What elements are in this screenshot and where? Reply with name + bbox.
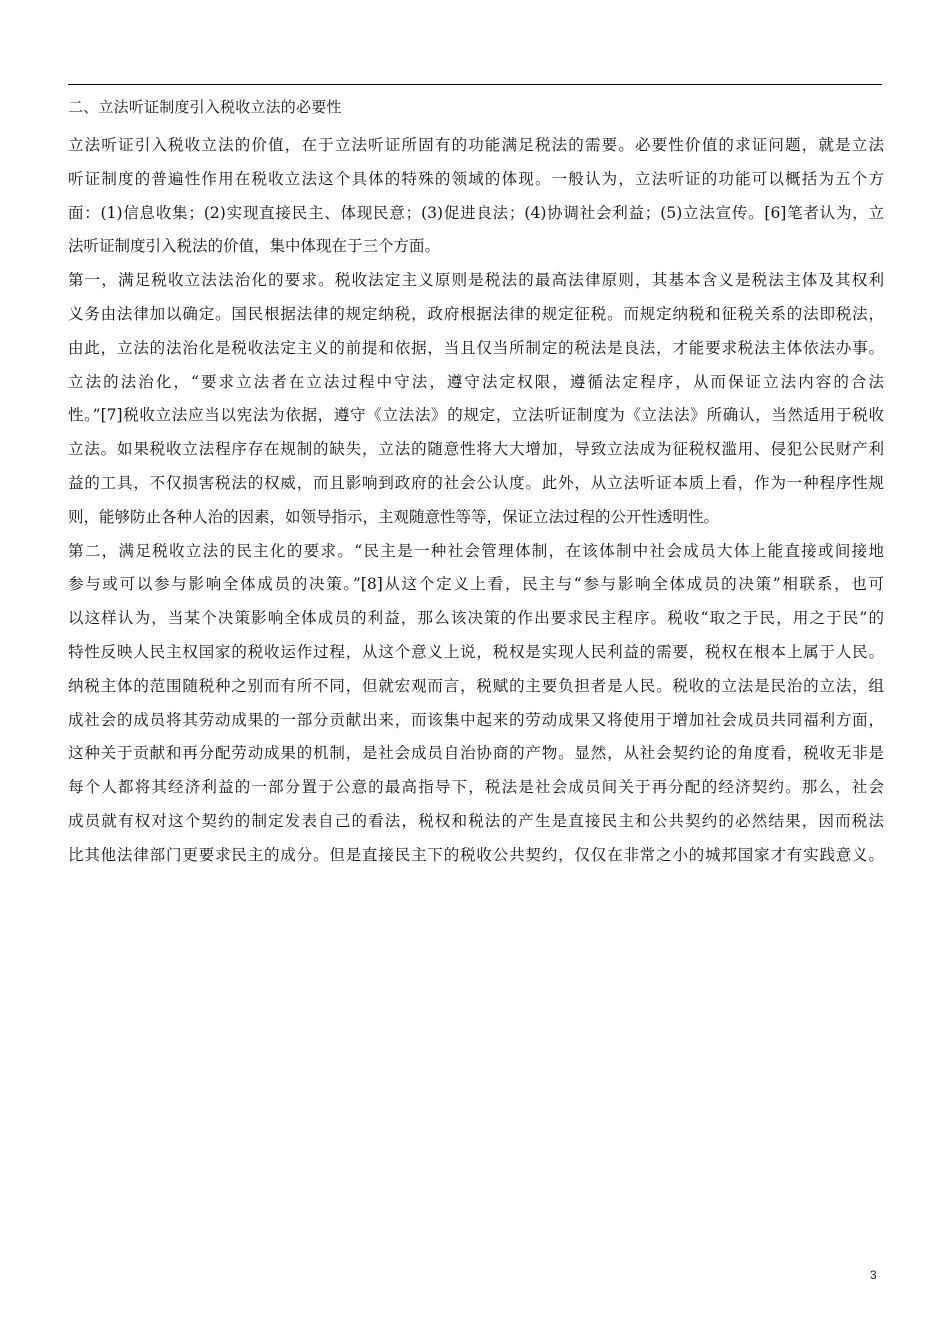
text-line: 比其他法律部门更要求民主的成分。但是直接民主下的税收公共契约，仅仅在非常之小的城邦国家才有实践意义。 xyxy=(68,845,884,864)
text-line: 立法的法治化，“要求立法者在立法过程中守法，遵守法定权限，遵循法定程序，从而保证立法内容的合法 xyxy=(68,372,884,391)
text-line: 特性反映人民主权国家的税收运作过程，从这个意义上说，税权是实现人民利益的需要，税权在根本上属于人民。 xyxy=(68,642,884,661)
paragraph-1 xyxy=(68,129,884,264)
text-line: 纳税主体的范围随税种之别而有所不同，但就宏观而言，税赋的主要负担者是人民。税收的立法是民治的立法，组 xyxy=(68,676,884,695)
text-line: 立法听证引入税收立法的价值，在于立法听证所固有的功能满足税法的需要。必要性价值的求证问题，就是立法 xyxy=(68,136,884,154)
text-line: 听证制度的普遍性作用在税收立法这个具体的特殊的领域的体现。一般认为，立法听证的功能可以概括为五个方 xyxy=(68,169,884,188)
text-line: 义务由法律加以确定。国民根据法律的规定纳税，政府根据法律的规定征税。而规定纳税和征税关系的法即税法， xyxy=(68,304,884,323)
text-line: 成员就有权对这个契约的制定发表自己的看法，税权和税法的产生是直接民主和公共契约的必然结果，因而税法 xyxy=(68,811,884,830)
paragraph-2 xyxy=(68,264,884,534)
text-line: 这种关于贡献和再分配劳动成果的机制，是社会成员自治协商的产物。显然，从社会契约论的角度看，税收无非是 xyxy=(68,744,884,763)
paragraph-3 xyxy=(68,535,884,873)
text-line: 每个人都将其经济利益的一部分置于公意的最高指导下，税法是社会成员间关于再分配的经济契约。那么，社会 xyxy=(68,778,884,797)
text-line: 则，能够防止各种人治的因素，如领导指示，主观随意性等等，保证立法过程的公开性透明性。 xyxy=(68,507,720,526)
section-heading: 二、立法听证制度引入税收立法的必要性 xyxy=(68,98,342,116)
text-line: 由此，立法的法治化是税收法定主义的前提和依据，当且仅当所制定的税法是良法，才能要求税法主体依法办事。 xyxy=(68,338,884,357)
page-number: 3 xyxy=(870,1268,877,1282)
text-line: 性。”[7]税收立法应当以宪法为依据，遵守《立法法》的规定，立法听证制度为《立法法》所确认，当然适用于税收 xyxy=(68,406,884,425)
text-line: 第一，满足税收立法法治化的要求。税收法定主义原则是税法的最高法律原则，其基本含义是税法主体及其权利 xyxy=(68,271,884,290)
text-line: 益的工具，不仅损害税法的权威，而且影响到政府的社会公认度。此外，从立法听证本质上看，作为一种程序性规 xyxy=(68,473,884,492)
text-line: 第二，满足税收立法的民主化的要求。“民主是一种社会管理体制，在该体制中社会成员大体上能直接或间接地 xyxy=(68,541,884,560)
text-line: 以这样认为，当某个决策影响全体成员的利益，那么该决策的作出要求民主程序。税收“取之于民，用之于民”的 xyxy=(68,609,884,628)
text-line: 参与或可以参与影响全体成员的决策。”[8]从这个定义上看，民主与“参与影响全体成员的决策”相联系，也可 xyxy=(68,575,884,594)
text-line: 面：(1)信息收集；(2)实现直接民主、体现民意；(3)促进良法；(4)协调社会利益；(5)立法宣传。[6]笔者认为，立 xyxy=(68,203,884,222)
text-line: 立法。如果税收立法程序存在规制的缺失，立法的随意性将大大增加，导致立法成为征税权滥用、侵犯公民财产利 xyxy=(68,440,884,459)
document-body xyxy=(68,92,884,873)
text-line: 法听证制度引入税法的价值，集中体现在于三个方面。 xyxy=(68,237,441,256)
header-rule xyxy=(68,84,882,85)
text-line: 成社会的成员将其劳动成果的一部分贡献出来，而该集中起来的劳动成果又将使用于增加社会成员共同福利方面， xyxy=(68,710,884,729)
